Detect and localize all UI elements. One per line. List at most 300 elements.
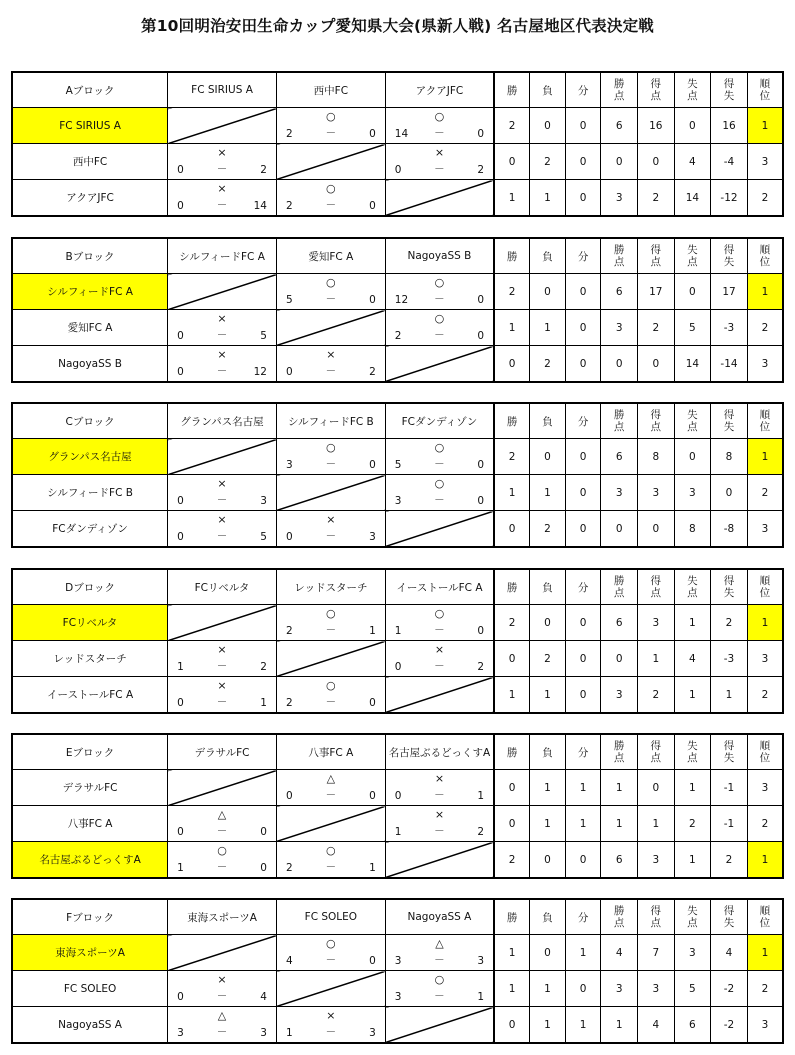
stat-cell: 2 xyxy=(674,806,711,842)
team-name: FCリベルタ xyxy=(12,605,168,641)
score-dash: － xyxy=(216,861,228,873)
score-dash: － xyxy=(216,199,228,211)
self-match xyxy=(385,1007,494,1044)
match-result xyxy=(385,310,494,346)
stat-cell: 6 xyxy=(601,439,638,475)
score-dash: － xyxy=(325,199,337,211)
stat-header: 勝 xyxy=(494,403,530,439)
rank-cell: 1 xyxy=(747,274,783,310)
stat-cell: 0 xyxy=(601,144,638,180)
self-match xyxy=(276,806,385,842)
score-dash: － xyxy=(216,660,228,672)
rank-cell: 1 xyxy=(747,439,783,475)
stat-header xyxy=(674,72,711,108)
result-symbol: ○ xyxy=(326,607,336,620)
score-right: 0 xyxy=(369,697,376,709)
stat-cell: 1 xyxy=(494,677,530,714)
stat-header-text: 順 位 xyxy=(759,409,771,433)
score-dash: － xyxy=(434,789,445,801)
self-match xyxy=(385,842,494,879)
score-right: 12 xyxy=(253,366,267,378)
block-name: Dブロック xyxy=(12,569,168,605)
match-result xyxy=(385,108,494,144)
score-dash: － xyxy=(325,530,337,542)
stat-cell: 0 xyxy=(494,641,530,677)
opponent-header: 名古屋ぶるどっくすA xyxy=(385,734,494,770)
stat-cell: 1 xyxy=(530,677,566,714)
stat-cell: 0 xyxy=(565,475,601,511)
score-left: 2 xyxy=(285,200,293,212)
stat-cell: 0 xyxy=(530,439,566,475)
score-dash: － xyxy=(325,861,337,873)
stat-cell: 2 xyxy=(530,511,566,548)
result-symbol: ○ xyxy=(434,607,445,620)
score-left: 0 xyxy=(177,531,184,543)
team-row xyxy=(12,439,783,475)
result-symbol: × xyxy=(217,146,227,159)
stat-header: 分 xyxy=(565,569,601,605)
stat-cell: 17 xyxy=(637,274,674,310)
score-left: 2 xyxy=(394,330,402,342)
team-name: グランパス名古屋 xyxy=(12,439,168,475)
opponent-header: 愛知FC A xyxy=(276,238,385,274)
opponent-header: レッドスターチ xyxy=(276,569,385,605)
result-symbol: × xyxy=(434,643,445,656)
stat-cell: 1 xyxy=(711,677,748,714)
block-table xyxy=(11,568,784,714)
rank-cell: 2 xyxy=(747,180,783,217)
team-name: シルフィードFC B xyxy=(12,475,168,511)
stat-header-text: 得 点 xyxy=(650,740,662,764)
stat-header: 勝 xyxy=(494,72,530,108)
score-left: 2 xyxy=(285,625,293,637)
score-left: 3 xyxy=(394,991,402,1003)
score-left: 0 xyxy=(394,164,402,176)
team-row xyxy=(12,274,783,310)
stat-cell: 1 xyxy=(494,180,530,217)
stat-cell: 2 xyxy=(530,346,566,383)
score-left: 3 xyxy=(177,1027,184,1039)
result-symbol: ○ xyxy=(326,844,336,857)
match-result xyxy=(276,677,385,714)
stat-header: 分 xyxy=(565,403,601,439)
result-symbol: × xyxy=(434,146,445,159)
score-left: 0 xyxy=(177,991,184,1003)
stat-cell: 4 xyxy=(601,935,638,971)
score-left: 0 xyxy=(177,697,184,709)
stat-header-text: 勝 点 xyxy=(613,575,625,599)
score-dash: － xyxy=(216,825,228,837)
stat-header-text: 得 失 xyxy=(723,78,735,102)
stat-header xyxy=(601,734,638,770)
team-row xyxy=(12,1007,783,1044)
stat-header-text: 得 点 xyxy=(650,575,662,599)
team-row xyxy=(12,806,783,842)
stat-header xyxy=(747,403,783,439)
match-result xyxy=(385,605,494,641)
stat-cell: 2 xyxy=(530,641,566,677)
stat-cell: 1 xyxy=(530,180,566,217)
score-dash: － xyxy=(434,954,445,966)
stat-cell: 1 xyxy=(565,935,601,971)
match-result xyxy=(385,971,494,1007)
stat-cell: 0 xyxy=(565,108,601,144)
result-symbol: ○ xyxy=(434,973,445,986)
stat-cell: 1 xyxy=(674,605,711,641)
score-right: 0 xyxy=(369,955,376,967)
opponent-header: イーストールFC A xyxy=(385,569,494,605)
score-dash: － xyxy=(434,293,445,305)
opponent-header: デラサルFC xyxy=(168,734,277,770)
match-result xyxy=(168,511,277,548)
match-result xyxy=(168,842,277,879)
stat-cell: 1 xyxy=(494,475,530,511)
team-row xyxy=(12,180,783,217)
score-right: 1 xyxy=(477,991,485,1003)
score-left: 3 xyxy=(285,459,293,471)
match-result xyxy=(168,971,277,1007)
stat-cell: 0 xyxy=(674,274,711,310)
score-right: 1 xyxy=(369,862,376,874)
team-row xyxy=(12,842,783,879)
score-dash: － xyxy=(216,1026,228,1038)
self-match xyxy=(385,180,494,217)
rank-cell: 3 xyxy=(747,511,783,548)
stat-cell: 8 xyxy=(711,439,748,475)
stat-cell: 0 xyxy=(637,144,674,180)
self-match xyxy=(385,511,494,548)
stat-cell: -1 xyxy=(711,770,748,806)
stat-cell: 1 xyxy=(601,770,638,806)
score-right: 1 xyxy=(369,625,376,637)
score-right: 0 xyxy=(477,128,485,140)
stat-cell: 0 xyxy=(494,1007,530,1044)
stat-cell: -3 xyxy=(711,310,748,346)
stat-header xyxy=(711,238,748,274)
stat-cell: 0 xyxy=(565,346,601,383)
team-row xyxy=(12,605,783,641)
stat-cell: 17 xyxy=(711,274,748,310)
header-row xyxy=(12,238,783,274)
stat-cell: -3 xyxy=(711,641,748,677)
stat-header xyxy=(601,569,638,605)
result-symbol: △ xyxy=(217,1009,227,1022)
stat-cell: -1 xyxy=(711,806,748,842)
self-match xyxy=(276,144,385,180)
match-result xyxy=(168,346,277,383)
stat-cell: 0 xyxy=(565,641,601,677)
score-dash: － xyxy=(216,163,228,175)
team-name: NagoyaSS A xyxy=(12,1007,168,1044)
stat-cell: 0 xyxy=(530,842,566,879)
stat-header xyxy=(601,238,638,274)
stat-header: 負 xyxy=(530,734,566,770)
team-row xyxy=(12,511,783,548)
score-left: 4 xyxy=(285,955,293,967)
team-row xyxy=(12,310,783,346)
page-title: 第10回明治安田生命カップ愛知県大会(県新人戦) 名古屋地区代表決定戦 xyxy=(141,17,654,35)
stat-cell: 0 xyxy=(565,677,601,714)
stat-cell: 3 xyxy=(601,475,638,511)
score-dash: － xyxy=(216,365,228,377)
score-left: 0 xyxy=(177,200,184,212)
score-right: 2 xyxy=(477,164,485,176)
stat-cell: 0 xyxy=(565,511,601,548)
rank-cell: 3 xyxy=(747,641,783,677)
score-dash: － xyxy=(216,696,228,708)
score-dash: － xyxy=(325,127,337,139)
match-result xyxy=(168,180,277,217)
score-right: 2 xyxy=(369,366,376,378)
stat-cell: 2 xyxy=(494,108,530,144)
score-dash: － xyxy=(434,494,445,506)
stat-cell: 1 xyxy=(565,1007,601,1044)
score-right: 0 xyxy=(369,790,376,802)
stat-header xyxy=(601,403,638,439)
match-result xyxy=(385,806,494,842)
stat-cell: 3 xyxy=(601,971,638,1007)
score-dash: － xyxy=(325,954,337,966)
score-left: 0 xyxy=(177,826,184,838)
score-right: 0 xyxy=(369,294,376,306)
stat-header-text: 順 位 xyxy=(759,740,771,764)
score-left: 1 xyxy=(177,862,184,874)
stat-cell: 2 xyxy=(494,842,530,879)
stat-cell: 1 xyxy=(637,641,674,677)
match-result xyxy=(385,274,494,310)
score-left: 5 xyxy=(394,459,402,471)
result-symbol: × xyxy=(217,513,227,526)
stat-header-text: 得 点 xyxy=(650,409,662,433)
match-result xyxy=(276,439,385,475)
stat-cell: 3 xyxy=(637,475,674,511)
stat-cell: 0 xyxy=(674,108,711,144)
stat-cell: 1 xyxy=(601,1007,638,1044)
stat-header: 勝 xyxy=(494,734,530,770)
block-table xyxy=(11,402,784,548)
stat-header-text: 失 点 xyxy=(687,409,698,433)
score-right: 3 xyxy=(477,955,485,967)
stat-header-text: 失 点 xyxy=(687,244,698,268)
stat-header xyxy=(637,899,674,935)
stat-header: 分 xyxy=(565,72,601,108)
team-row xyxy=(12,108,783,144)
block-table xyxy=(11,733,784,879)
stat-header xyxy=(747,72,783,108)
stat-header xyxy=(601,72,638,108)
score-left: 0 xyxy=(394,790,402,802)
stat-cell: 1 xyxy=(530,770,566,806)
stat-cell: 1 xyxy=(530,971,566,1007)
result-symbol: ○ xyxy=(326,679,336,692)
score-dash: － xyxy=(325,789,337,801)
stat-header xyxy=(711,569,748,605)
stat-cell: 0 xyxy=(565,605,601,641)
block-table xyxy=(11,237,784,383)
stat-cell: 0 xyxy=(494,511,530,548)
stat-cell: 3 xyxy=(601,677,638,714)
match-result xyxy=(276,770,385,806)
stat-cell: 4 xyxy=(674,641,711,677)
stat-cell: 0 xyxy=(530,605,566,641)
stat-cell: 6 xyxy=(601,605,638,641)
stat-cell: 6 xyxy=(601,842,638,879)
match-result xyxy=(276,108,385,144)
stat-cell: 6 xyxy=(601,108,638,144)
score-left: 2 xyxy=(285,697,293,709)
stat-header xyxy=(601,899,638,935)
stat-cell: 8 xyxy=(637,439,674,475)
score-right: 1 xyxy=(477,790,485,802)
team-name: シルフィードFC A xyxy=(12,274,168,310)
stat-header xyxy=(711,899,748,935)
stat-cell: 14 xyxy=(674,180,711,217)
score-dash: － xyxy=(325,365,337,377)
match-result xyxy=(385,475,494,511)
team-name: NagoyaSS B xyxy=(12,346,168,383)
stat-header xyxy=(711,72,748,108)
match-result xyxy=(168,144,277,180)
stat-header-text: 得 点 xyxy=(650,78,662,102)
stat-cell: 0 xyxy=(494,144,530,180)
stat-cell: 4 xyxy=(674,144,711,180)
opponent-header: アクアJFC xyxy=(385,72,494,108)
score-left: 1 xyxy=(394,625,402,637)
rank-cell: 2 xyxy=(747,310,783,346)
score-left: 0 xyxy=(177,495,184,507)
rank-cell: 2 xyxy=(747,475,783,511)
stat-header xyxy=(674,403,711,439)
stat-cell: 0 xyxy=(601,511,638,548)
match-result xyxy=(276,1007,385,1044)
score-right: 3 xyxy=(369,531,376,543)
score-right: 2 xyxy=(260,164,267,176)
result-symbol: × xyxy=(217,643,227,656)
stat-cell: 1 xyxy=(674,770,711,806)
stat-header xyxy=(747,899,783,935)
stat-cell: -14 xyxy=(711,346,748,383)
stat-header xyxy=(711,403,748,439)
self-match xyxy=(168,605,277,641)
stat-cell: 0 xyxy=(565,274,601,310)
stat-cell: 1 xyxy=(637,806,674,842)
team-name: 西中FC xyxy=(12,144,168,180)
stat-header-text: 失 点 xyxy=(687,740,698,764)
match-result xyxy=(168,641,277,677)
stat-cell: 0 xyxy=(637,511,674,548)
score-dash: － xyxy=(434,624,445,636)
score-left: 0 xyxy=(177,366,184,378)
score-dash: － xyxy=(216,990,228,1002)
team-row xyxy=(12,641,783,677)
result-symbol: × xyxy=(326,348,336,361)
team-name: デラサルFC xyxy=(12,770,168,806)
stat-cell: 3 xyxy=(637,971,674,1007)
stat-cell: 1 xyxy=(674,677,711,714)
block-name: Fブロック xyxy=(12,899,168,935)
match-result xyxy=(276,842,385,879)
score-dash: － xyxy=(434,127,445,139)
opponent-header: シルフィードFC B xyxy=(276,403,385,439)
stat-cell: 3 xyxy=(674,935,711,971)
result-symbol: △ xyxy=(326,772,336,785)
stat-cell: 0 xyxy=(565,842,601,879)
score-dash: － xyxy=(434,990,445,1002)
result-symbol: ○ xyxy=(326,276,336,289)
stat-cell: 2 xyxy=(494,605,530,641)
stat-header-text: 得 失 xyxy=(723,740,735,764)
stat-cell: 3 xyxy=(637,842,674,879)
score-left: 1 xyxy=(177,661,184,673)
rank-cell: 2 xyxy=(747,677,783,714)
stat-cell: 14 xyxy=(674,346,711,383)
stat-header xyxy=(674,238,711,274)
result-symbol: × xyxy=(217,477,227,490)
stat-header xyxy=(747,569,783,605)
rank-cell: 1 xyxy=(747,935,783,971)
block-table xyxy=(11,898,784,1044)
stat-cell: 0 xyxy=(530,935,566,971)
rank-cell: 3 xyxy=(747,144,783,180)
team-name: FC SOLEO xyxy=(12,971,168,1007)
stat-cell: 3 xyxy=(637,605,674,641)
score-right: 14 xyxy=(253,200,267,212)
self-match xyxy=(385,677,494,714)
stat-header: 負 xyxy=(530,403,566,439)
stat-header-text: 得 失 xyxy=(723,905,735,929)
stat-header xyxy=(637,403,674,439)
stat-cell: 2 xyxy=(711,605,748,641)
stat-header: 分 xyxy=(565,734,601,770)
stat-header-text: 得 点 xyxy=(650,905,662,929)
stat-cell: 5 xyxy=(674,310,711,346)
score-right: 3 xyxy=(260,495,267,507)
stat-header: 負 xyxy=(530,238,566,274)
score-dash: － xyxy=(325,696,337,708)
match-result xyxy=(276,935,385,971)
stat-cell: 1 xyxy=(565,770,601,806)
stat-header-text: 順 位 xyxy=(759,78,771,102)
stat-cell: 0 xyxy=(601,641,638,677)
match-result xyxy=(168,806,277,842)
stat-header-text: 得 点 xyxy=(650,244,662,268)
score-dash: － xyxy=(216,329,228,341)
stat-cell: 0 xyxy=(565,971,601,1007)
stat-header-text: 勝 点 xyxy=(613,905,625,929)
stat-header-text: 勝 点 xyxy=(613,78,625,102)
stat-cell: 2 xyxy=(637,677,674,714)
result-symbol: ○ xyxy=(434,276,445,289)
match-result xyxy=(276,274,385,310)
score-left: 1 xyxy=(285,1027,293,1039)
stat-header-text: 得 失 xyxy=(723,409,735,433)
stat-cell: 0 xyxy=(565,310,601,346)
match-result xyxy=(276,346,385,383)
score-left: 5 xyxy=(285,294,293,306)
team-row xyxy=(12,144,783,180)
stat-cell: 0 xyxy=(637,770,674,806)
score-right: 0 xyxy=(260,862,267,874)
stat-header xyxy=(637,569,674,605)
result-symbol: ○ xyxy=(434,477,445,490)
score-dash: － xyxy=(325,624,337,636)
team-name: 東海スポーツA xyxy=(12,935,168,971)
match-result xyxy=(385,641,494,677)
result-symbol: × xyxy=(434,772,445,785)
stat-cell: 16 xyxy=(637,108,674,144)
stat-cell: -8 xyxy=(711,511,748,548)
score-right: 5 xyxy=(260,531,267,543)
